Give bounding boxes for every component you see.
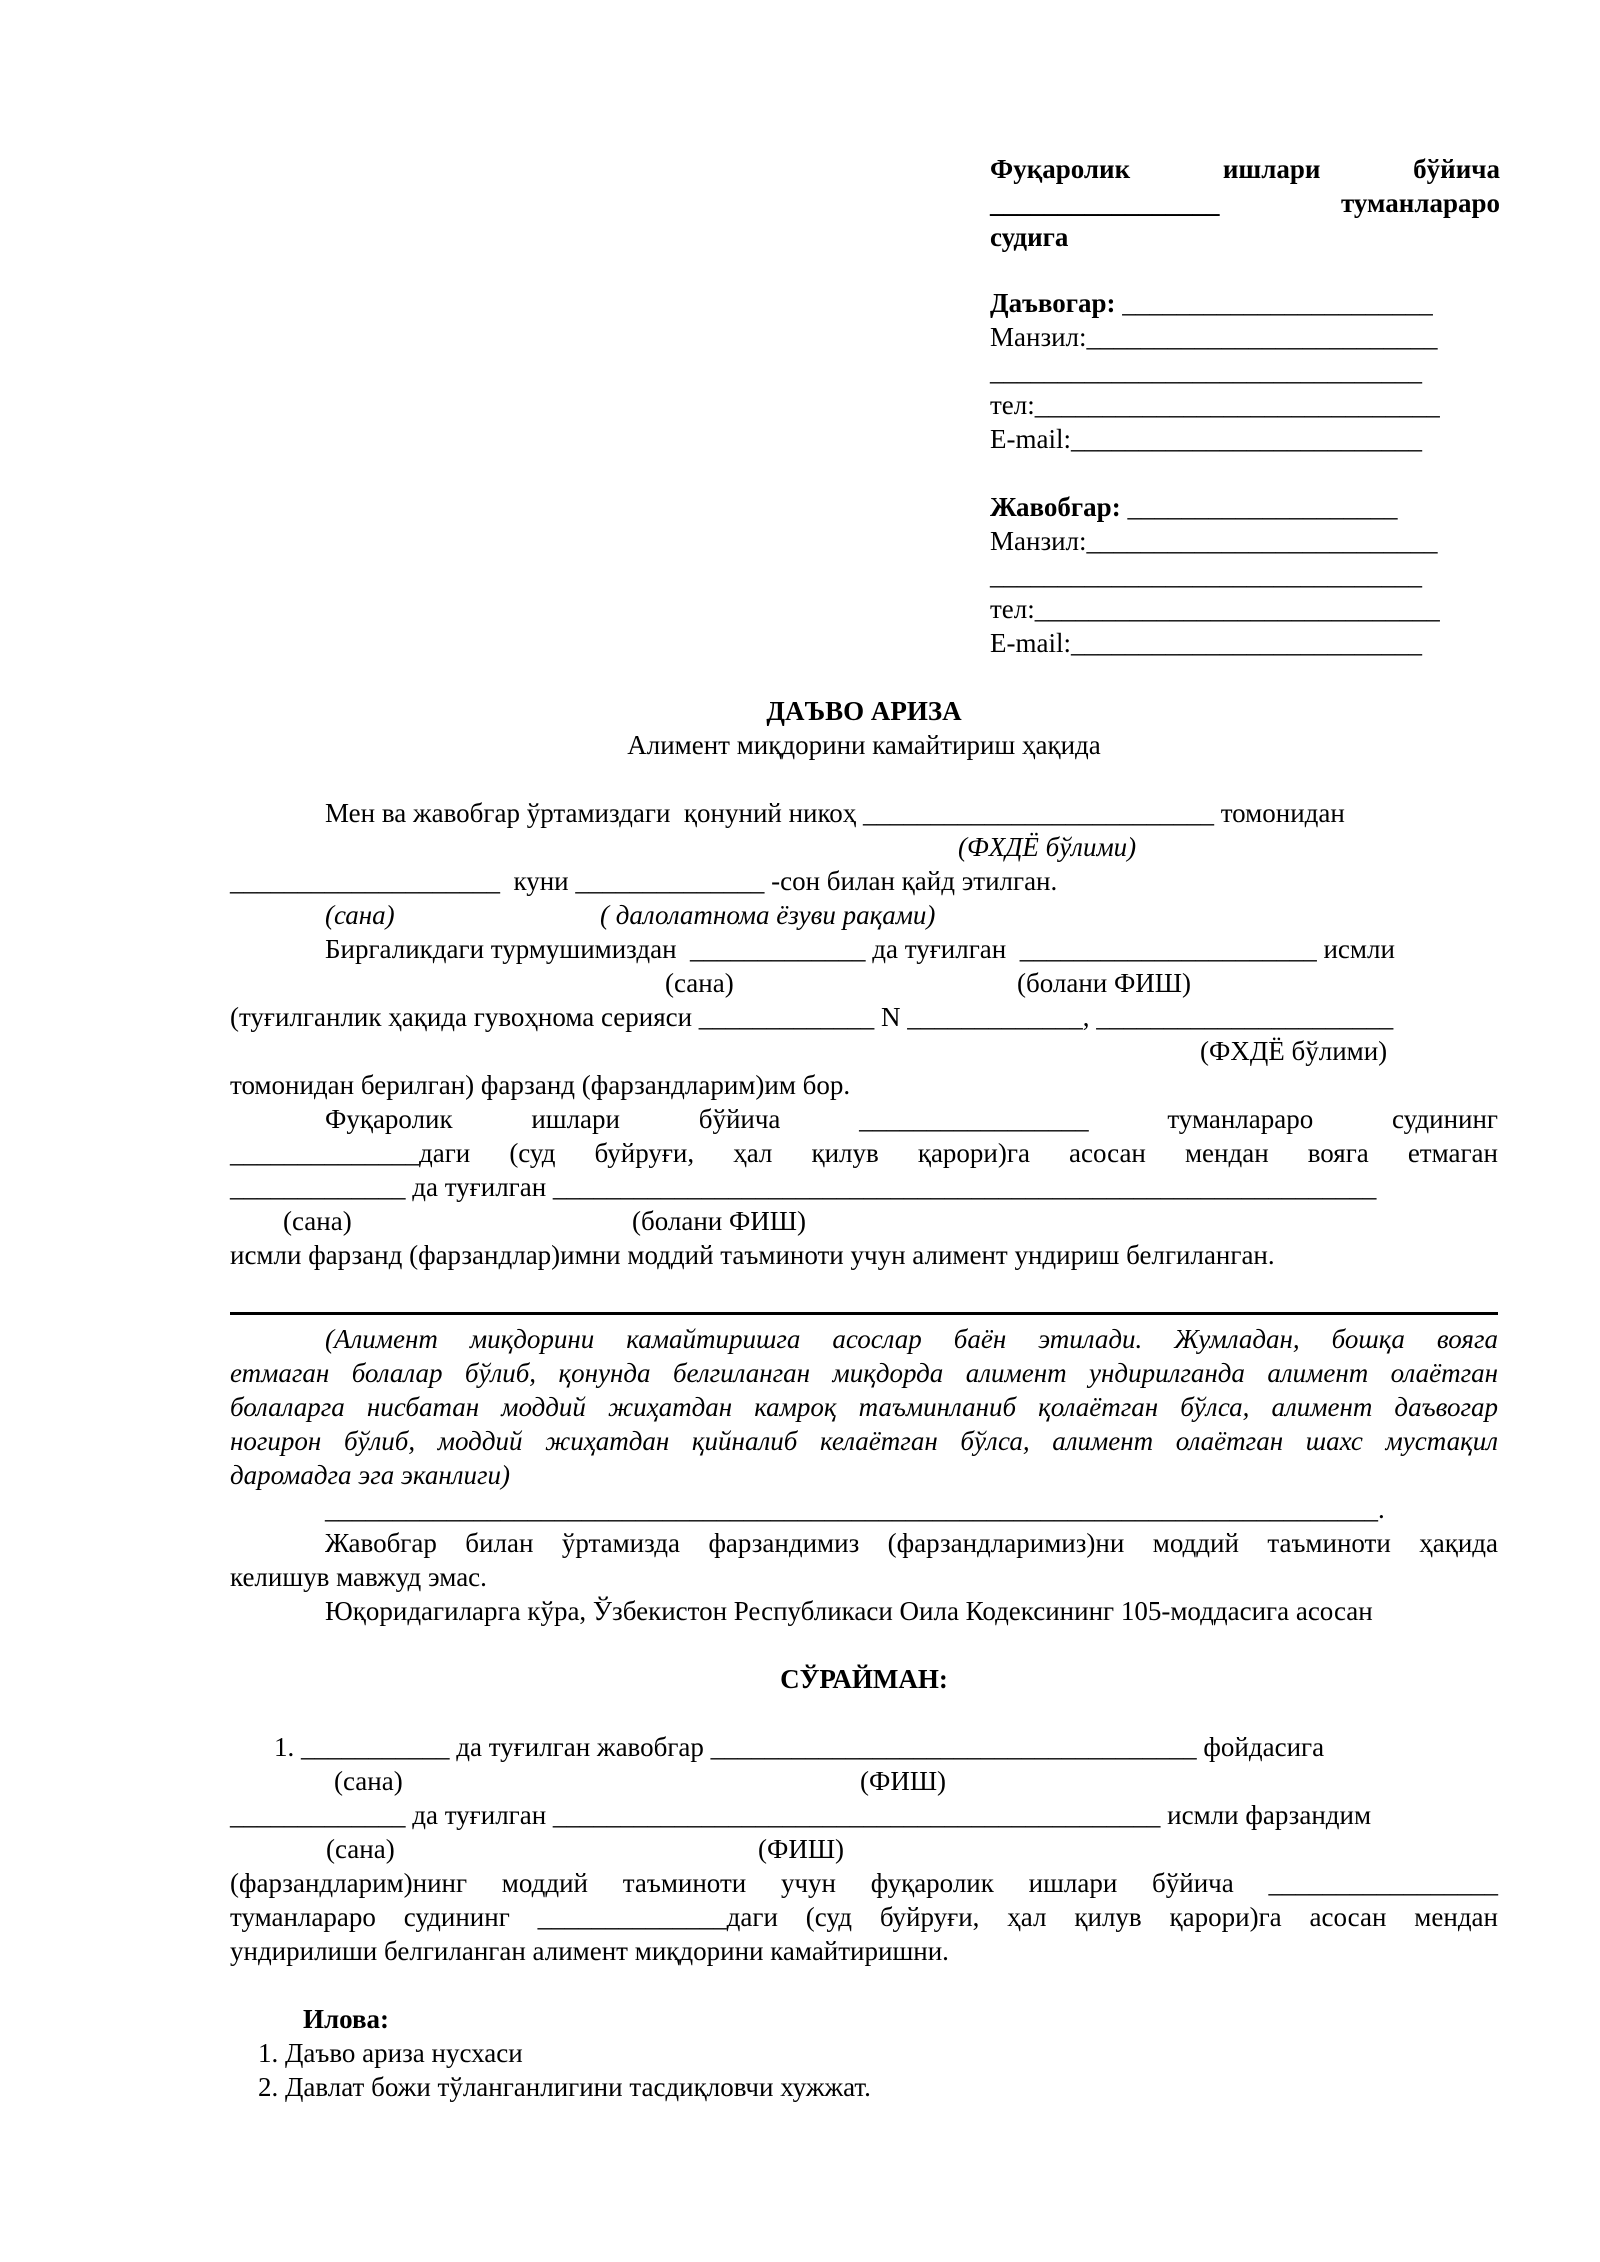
no-agreement-line-2: келишув мавжуд эмас. [230, 1562, 487, 1592]
request-line-3: (фарзандларим)нинг моддий таъминоти учун фуқаролик ишлари бўйича _________________ [230, 1868, 1498, 1898]
request-item-1: 1. ___________ да туғилган жавобгар ____________________________________ фойдасига [274, 1732, 1325, 1762]
hint-registry: (ФХДЁ бўлими) [958, 832, 1137, 862]
hint-minor-name: (болани ФИШ) [632, 1206, 807, 1236]
hint-minor-birth-date: (сана) [283, 1206, 352, 1236]
hint-child-date: (сана) [326, 1834, 395, 1864]
defendant-label: Жавобгар: [990, 492, 1121, 522]
request-heading: СЎРАЙМАН: [780, 1664, 948, 1694]
plaintiff-line [990, 286, 1433, 320]
defendant-line [990, 490, 1397, 524]
registration-line: ____________________ куни ______________ -сон билан қайд этилган. [230, 866, 1058, 896]
minor-child-line: _____________ да туғилган _____________________________________________________________ [230, 1172, 1377, 1202]
hint-birth-date: (сана) [665, 968, 734, 998]
birth-certificate-line: (туғилганлик ҳақида гувоҳнома серияси _____________ N _____________, ______________________ [230, 1002, 1394, 1032]
hint-date: (сана) [325, 900, 395, 930]
hint-issuing-registry: (ФХДЁ бўлими) [1200, 1036, 1388, 1066]
court-line-1: Фуқаролик ишлари бўйича [990, 154, 1500, 184]
hint-request-date: (сана) [334, 1766, 403, 1796]
plaintiff-phone: тел:______________________________ [990, 390, 1440, 420]
hint-child-name: (болани ФИШ) [1017, 968, 1192, 998]
hint-request-name: (ФИШ) [860, 1766, 947, 1796]
request-line-5: ундирилиши белгиланган алимент миқдорини камайтиришни. [230, 1936, 949, 1966]
legal-basis-line: Юқоридагиларга кўра, Ўзбекистон Республикаси Оила Кодексининг 105-моддасига асосан [325, 1596, 1373, 1626]
request-line-4: туманлараро судининг ______________даги (суд буйруғи, ҳал қилув қарори)га асосан мендан [230, 1902, 1498, 1932]
alimony-established-line: исмли фарзанд (фарзандлар)имни моддий таъминоти учун алимент ундириш белгиланган. [230, 1240, 1275, 1270]
defendant-name-blank: ____________________ [1120, 492, 1398, 522]
attachments-label: Илова: [303, 2004, 390, 2034]
defendant-address-2: ________________________________ [990, 560, 1422, 590]
reasons-line-3: болаларга нисбатан моддий жиҳатдан камроқ таъминланиб қолаётган бўлса, алимент даъвогар [230, 1392, 1498, 1422]
court-decision-line: Фуқаролик ишлари бўйича _________________ туманлараро судининг [325, 1104, 1498, 1134]
plaintiff-email: E-mail:__________________________ [990, 424, 1422, 454]
defendant-address: Манзил:__________________________ [990, 526, 1438, 556]
no-agreement-line-1: Жавобгар билан ўртамизда фарзандимиз (фарзандларимиз)ни моддий таъминоти ҳақида [325, 1528, 1498, 1558]
court-type: туманлараро [1341, 188, 1500, 218]
court-order-line: ______________даги (суд буйруғи, ҳал қилув қарори)га асосан мендан вояга етмаган [230, 1138, 1498, 1168]
defendant-email: E-mail:__________________________ [990, 628, 1422, 658]
attachment-item-1: 1. Даъво ариза нусхаси [258, 2038, 523, 2068]
attachment-item-2: 2. Давлат божи тўланганлигини тасдиқловчи хужжат. [258, 2072, 871, 2102]
plaintiff-address: Манзил:__________________________ [990, 322, 1438, 352]
plaintiff-name-blank: _______________________ [1115, 288, 1433, 318]
court-line-2 [990, 186, 1500, 220]
section-divider [230, 1312, 1498, 1315]
hint-record-number: ( далолатнома ёзуви рақами) [600, 900, 936, 930]
reasons-blank: ______________________________________________________________________________. [325, 1494, 1385, 1524]
request-child-line: _____________ да туғилган _____________________________________________ исмли фарзандим [230, 1800, 1372, 1830]
hint-child-fio: (ФИШ) [758, 1834, 845, 1864]
marriage-line: Мен ва жавобгар ўртамиздаги қонуний никоҳ __________________________ томонидан [325, 798, 1345, 828]
court-name-blank: _________________ [990, 188, 1220, 218]
child-birth-line: Биргаликдаги турмушимиздан _____________ да туғилган ______________________ исмли [325, 934, 1395, 964]
defendant-phone: тел:______________________________ [990, 594, 1440, 624]
court-line-3: судига [990, 222, 1069, 252]
reasons-line-5: даромадга эга эканлиги) [230, 1460, 511, 1490]
reasons-line-4: ногирон бўлиб, моддий жиҳатдан қийналиб келаётган бўлса, алимент олаётган шахс мустақил [230, 1426, 1498, 1456]
reasons-line-1: (Алимент миқдорини камайтиришга асослар баён этилади. Жумладан, бошқа вояга [325, 1324, 1498, 1354]
plaintiff-label: Даъвогар: [990, 288, 1116, 318]
document-title: ДАЪВО АРИЗА [766, 696, 962, 726]
children-line: томонидан берилган) фарзанд (фарзандларим)им бор. [230, 1070, 851, 1100]
plaintiff-address-2: ________________________________ [990, 356, 1422, 386]
document-subtitle: Алимент миқдорини камайтириш ҳақида [627, 730, 1101, 760]
reasons-line-2: етмаган болалар бўлиб, қонунда белгиланган миқдорда алимент ундирилганда алимент олаётган [230, 1358, 1498, 1388]
